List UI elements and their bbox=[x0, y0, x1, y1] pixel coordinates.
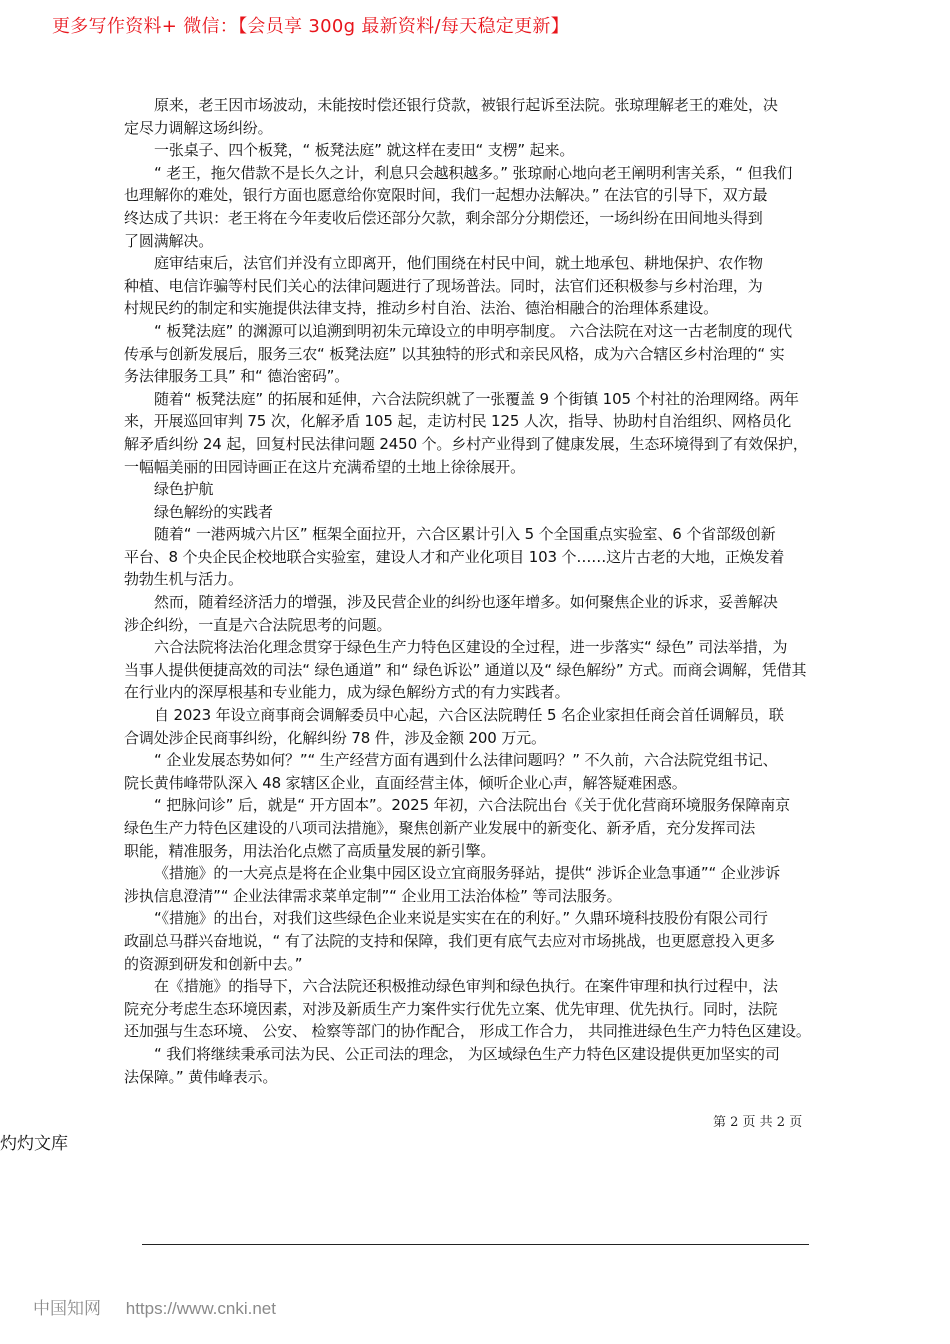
cnki-url-link[interactable]: https://www.cnki.net bbox=[125, 1299, 276, 1318]
page-number: 第 2 页 共 2 页 bbox=[713, 1115, 803, 1130]
article-line: 一张桌子、四个板凳，“ 板凳法庭” 就这样在麦田“ 支楞” 起来。 bbox=[154, 141, 575, 160]
article-line: 法保障。” 黄伟峰表示。 bbox=[124, 1067, 278, 1086]
article-line: 一幅幅美丽的田园诗画正在这片充满希望的土地上徐徐展开。 bbox=[124, 457, 525, 476]
article-line: 庭审结束后，法官们并没有立即离开，他们围绕在村民中间，就土地承包、耕地保护、农作物 bbox=[154, 254, 763, 273]
article-line: 然而，随着经济活力的增强，涉及民营企业的纠纷也逐年增多。如何聚焦企业的诉求，妥善解决 bbox=[154, 593, 778, 612]
article-line: 了圆满解决。 bbox=[124, 231, 214, 250]
cnki-name: 中国知网 bbox=[33, 1299, 101, 1318]
article-line: 职能，精准服务，用法治化点燃了高质量发展的新引擎。 bbox=[124, 841, 496, 860]
article-line: 院长黄伟峰带队深入 48 家辖区企业，直面经营主体，倾听企业心声，解答疑难困惑。 bbox=[124, 773, 687, 792]
article-line: 终达成了共识：老王将在今年麦收后偿还部分欠款，剩余部分分期偿还，一场纠纷在田间地头得到 bbox=[124, 208, 763, 227]
article-line: 来，开展巡回审判 75 次，化解矛盾 105 起，走访村民 125 人次，指导、协助村自治组织、网格员化 bbox=[124, 412, 792, 431]
footer-divider bbox=[142, 1244, 809, 1245]
article-line: “ 老王，拖欠借款不是长久之计，利息只会越积越多。” 张琼耐心地向老王阐明利害关系，“ 但我们 bbox=[154, 163, 793, 182]
article-line: 的资源到研发和创新中去。” bbox=[124, 954, 303, 973]
article-line: 在《措施》的指导下，六合法院还积极推动绿色审判和绿色执行。在案件审理和执行过程中，法 bbox=[154, 977, 778, 996]
article-line: 解矛盾纠纷 24 起，回复村民法律问题 2450 个。乡村产业得到了健康发展，生态环境得到了有效保护， bbox=[124, 434, 808, 453]
article-line: 绿色解纷的实践者 bbox=[154, 502, 273, 521]
article-line: 涉企纠纷，一直是六合法院思考的问题。 bbox=[124, 615, 392, 634]
article-line: 平台、8 个央企民企校地联合实验室，建设人才和产业化项目 103 个……这片古老的大地，正焕发着 bbox=[124, 547, 785, 566]
article-body bbox=[124, 94, 844, 1088]
article-line: “《措施》的出台，对我们这些绿色企业来说是实实在在的利好。” 久鼎环境科技股份有限公司行 bbox=[154, 909, 768, 928]
cnki-footer bbox=[33, 1294, 276, 1319]
article-line: 院充分考虑生态环境因素，对涉及新质生产力案件实行优先立案、优先审理、优先执行。同时，法院 bbox=[124, 999, 778, 1018]
article-line: 勃勃生机与活力。 bbox=[124, 570, 243, 589]
article-line: 种植、电信诈骗等村民们关心的法律问题进行了现场普法。同时，法官们还积极参与乡村治理，为 bbox=[124, 276, 763, 295]
article-line: 当事人提供便捷高效的司法“ 绿色通道” 和“ 绿色诉讼” 通道以及“ 绿色解纷” 方式。而商会调解，凭借其 bbox=[124, 660, 807, 679]
article-line: 村规民约的制定和实施提供法律支持，推动乡村自治、法治、德治相融合的治理体系建设。 bbox=[124, 299, 719, 318]
article-line: “ 我们将继续秉承司法为民、公正司法的理念， 为区域绿色生产力特色区建设提供更加坚实的司 bbox=[154, 1044, 780, 1063]
article-line: 在行业内的深厚根基和专业能力，成为绿色解纷方式的有力实践者。 bbox=[124, 683, 570, 702]
article-line: 还加强与生态环境、 公安、 检察等部门的协作配合， 形成工作合力， 共同推进绿色生产力特色区建设。 bbox=[124, 1022, 811, 1041]
article-line: 政副总马群兴奋地说，“ 有了法院的支持和保障，我们更有底气去应对市场挑战，也更愿意投入更多 bbox=[124, 931, 775, 950]
article-line: 随着“ 一港两城六片区” 框架全面拉开，六合区累计引入 5 个全国重点实验室、6 个省部级创新 bbox=[154, 525, 776, 544]
article-line: “ 板凳法庭” 的渊源可以追溯到明初朱元璋设立的申明亭制度。 六合法院在对这一古老制度的现代 bbox=[154, 321, 792, 340]
article-line: 务法律服务工具” 和“ 德治密码”。 bbox=[124, 367, 350, 386]
article-line: 合调处涉企民商事纠纷，化解纠纷 78 件，涉及金额 200 万元。 bbox=[124, 728, 546, 747]
article-line: 也理解你的难处，银行方面也愿意给你宽限时间，我们一起想办法解决。” 在法官的引导下，双方最 bbox=[124, 186, 768, 205]
article-line: 涉执信息澄清”“ 企业法律需求菜单定制”“ 企业用工法治体检” 等司法服务。 bbox=[124, 886, 622, 905]
article-line: 原来，老王因市场波动，未能按时偿还银行贷款，被银行起诉至法院。张琼理解老王的难处，决 bbox=[154, 96, 778, 114]
article-line: 绿色护航 bbox=[154, 480, 214, 499]
article-line: 定尽力调解这场纠纷。 bbox=[124, 118, 273, 137]
article-line: 《措施》的一大亮点是将在企业集中园区设立宜商服务驿站，提供“ 涉诉企业急事通”“ 企业涉诉 bbox=[154, 864, 781, 883]
article-line: 绿色生产力特色区建设的八项司法措施》，聚焦创新产业发展中的新变化、新矛盾，充分发挥司法 bbox=[124, 819, 756, 837]
article-line: “ 把脉问诊” 后，就是“ 开方固本”。2025 年初，六合法院出台《关于优化营商环境服务保障南京 bbox=[154, 796, 790, 815]
library-name: 灼灼文库 bbox=[0, 1134, 68, 1154]
article-line: 自 2023 年设立商事商会调解委员中心起，六合区法院聘任 5 名企业家担任商会首任调解员，联 bbox=[154, 706, 784, 725]
article-line: 随着“ 板凳法庭” 的拓展和延伸，六合法院织就了一张覆盖 9 个街镇 105 个村社的治理网络。两年 bbox=[154, 389, 799, 408]
article-line: 六合法院将法治化理念贯穿于绿色生产力特色区建设的全过程，进一步落实“ 绿色” 司法举措，为 bbox=[154, 638, 788, 657]
article-line: “ 企业发展态势如何？”“ 生产经营方面有遇到什么法律问题吗？” 不久前，六合法院党组书记、 bbox=[154, 751, 778, 770]
article-line: 传承与创新发展后，服务三农“ 板凳法庭” 以其独特的形式和亲民风格，成为六合辖区乡村治理的“ 实 bbox=[124, 344, 785, 363]
promo-banner: 更多写作资料+ 微信：【会员享 300g 最新资料/每天稳定更新】 bbox=[52, 16, 569, 37]
